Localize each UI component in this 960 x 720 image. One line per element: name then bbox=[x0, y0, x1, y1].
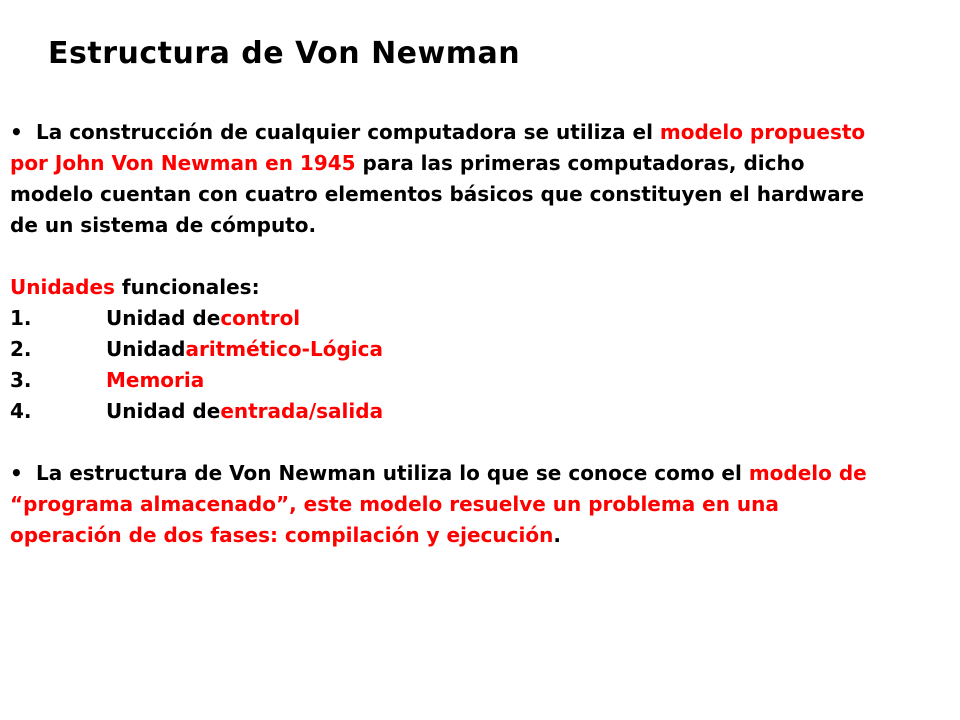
list-item-number: 4. bbox=[10, 399, 32, 423]
intro-text-end: para las primeras computadoras, dicho modelo cuentan con cuatro elementos básicos que constituyen el hardware de un sistema de cómputo. bbox=[10, 151, 865, 237]
units-heading-text: funcionales: bbox=[114, 275, 260, 299]
units-heading-highlight: Unidades bbox=[10, 275, 115, 299]
list-item-number: 2. bbox=[10, 337, 32, 361]
intro-highlight: modelo propuesto por John Von Newman en 1945 bbox=[10, 120, 866, 175]
list-item bbox=[10, 396, 890, 427]
structure-highlight: modelo de “programa almacenado”, este modelo resuelve un problema en una operación de dos fases: compilación y ejecución bbox=[10, 461, 867, 547]
list-item-highlight: Memoria bbox=[106, 368, 205, 392]
list-item-highlight: entrada/salida bbox=[220, 399, 384, 423]
intro-paragraph bbox=[10, 117, 890, 241]
spacer bbox=[10, 241, 890, 272]
list-item-prefix: Unidad de bbox=[106, 306, 221, 330]
list-item-highlight: aritmético-Lógica bbox=[185, 337, 383, 361]
intro-text-start: La construcción de cualquier computadora se utiliza el bbox=[36, 120, 660, 144]
spacer bbox=[10, 427, 890, 458]
list-item-number: 3. bbox=[10, 368, 32, 392]
list-item-prefix: Unidad de bbox=[106, 399, 221, 423]
structure-text-end: . bbox=[553, 523, 561, 547]
units-heading bbox=[10, 272, 890, 303]
list-item bbox=[10, 334, 890, 365]
list-item-number: 1. bbox=[10, 306, 32, 330]
structure-paragraph bbox=[10, 458, 890, 551]
list-item bbox=[10, 365, 890, 396]
slide-body bbox=[10, 117, 890, 551]
bullet-icon: • bbox=[10, 461, 23, 485]
list-item-prefix: Unidad bbox=[106, 337, 186, 361]
structure-text-start: La estructura de Von Newman utiliza lo que se conoce como el bbox=[36, 461, 749, 485]
list-item bbox=[10, 303, 890, 334]
bullet-icon: • bbox=[10, 120, 23, 144]
list-item-highlight: control bbox=[220, 306, 301, 330]
slide-title: Estructura de Von Newman bbox=[48, 36, 521, 71]
